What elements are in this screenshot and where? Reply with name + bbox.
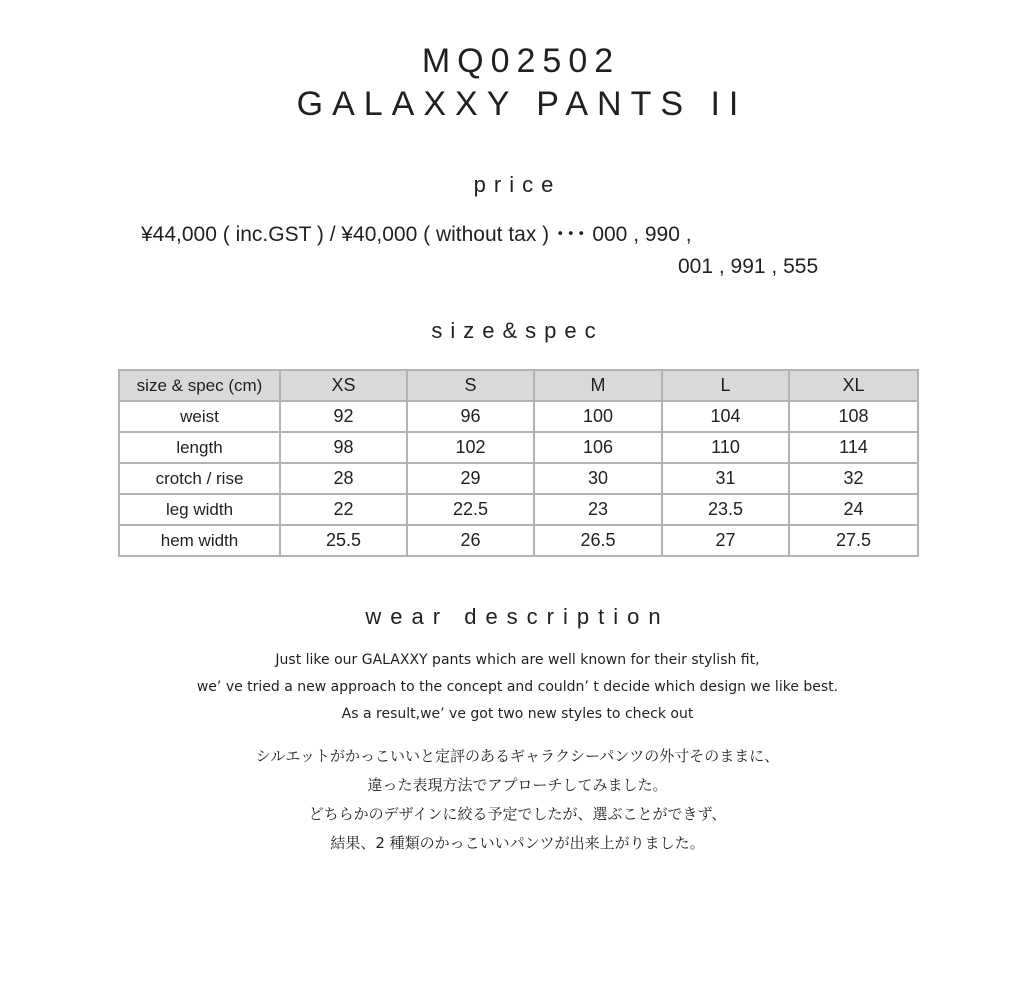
row-label: leg width: [119, 494, 280, 525]
description-line: As a result,we’ ve got two new styles to check out: [341, 706, 694, 722]
row-label: length: [119, 432, 280, 463]
description-line: どちらかのデザインに絞る予定でしたが、選ぶことができず、: [308, 805, 727, 823]
size-header: XL: [789, 370, 918, 401]
product-name: GALAXXY PANTS II: [296, 85, 748, 123]
table-corner-label: size & spec (cm): [119, 370, 280, 401]
description-line: シルエットがかっこいいと定評のあるギャラクシーパンツの外寸そのままに、: [255, 747, 780, 765]
description-line: 違った表現方法でアプローチしてみました。: [367, 776, 668, 794]
table-cell: 27: [662, 525, 789, 556]
table-cell: 26.5: [534, 525, 662, 556]
price-text-line-2: 001 , 991 , 555: [678, 255, 819, 278]
table-cell: 29: [407, 463, 534, 494]
size-spec-table: [118, 369, 919, 557]
table-cell: 104: [662, 401, 789, 432]
table-cell: 28: [280, 463, 407, 494]
table-cell: 92: [280, 401, 407, 432]
table-cell: 30: [534, 463, 662, 494]
price-text-line-1: ¥44,000 ( inc.GST ) / ¥40,000 ( without tax ) ･･･ 000 , 990 ,: [141, 223, 692, 246]
row-label: crotch / rise: [119, 463, 280, 494]
table-cell: 96: [407, 401, 534, 432]
table-row: [119, 401, 918, 432]
table-cell: 108: [789, 401, 918, 432]
table-row: [119, 432, 918, 463]
size-header: L: [662, 370, 789, 401]
english-description: [0, 647, 1035, 728]
size-header: S: [407, 370, 534, 401]
title-block: [0, 38, 1035, 124]
product-code: MQ02502: [421, 42, 621, 80]
table-cell: 22.5: [407, 494, 534, 525]
price-heading: price: [473, 172, 562, 197]
table-cell: 23: [534, 494, 662, 525]
table-cell: 114: [789, 432, 918, 463]
table-cell: 31: [662, 463, 789, 494]
table-cell: 102: [407, 432, 534, 463]
row-label: hem width: [119, 525, 280, 556]
table-row: [119, 463, 918, 494]
table-cell: 32: [789, 463, 918, 494]
table-cell: 25.5: [280, 525, 407, 556]
table-row: [119, 525, 918, 556]
table-cell: 98: [280, 432, 407, 463]
table-cell: 100: [534, 401, 662, 432]
table-cell: 23.5: [662, 494, 789, 525]
table-cell: 110: [662, 432, 789, 463]
japanese-description: [0, 742, 1035, 858]
table-cell: 27.5: [789, 525, 918, 556]
description-line: 結果、2 種類のかっこいいパンツが出来上がりました。: [330, 834, 705, 852]
size-header: XS: [280, 370, 407, 401]
size-header: M: [534, 370, 662, 401]
wear-description-heading: wear description: [365, 604, 670, 629]
table-row: [119, 494, 918, 525]
description-line: Just like our GALAXXY pants which are well known for their stylish fit,: [275, 652, 760, 668]
size-spec-heading: size&spec: [431, 318, 604, 343]
table-cell: 24: [789, 494, 918, 525]
table-cell: 22: [280, 494, 407, 525]
table-cell: 26: [407, 525, 534, 556]
table-cell: 106: [534, 432, 662, 463]
table-header-row: [119, 370, 918, 401]
description-line: we’ ve tried a new approach to the concept and couldn’ t decide which design we like best.: [196, 679, 839, 695]
row-label: weist: [119, 401, 280, 432]
